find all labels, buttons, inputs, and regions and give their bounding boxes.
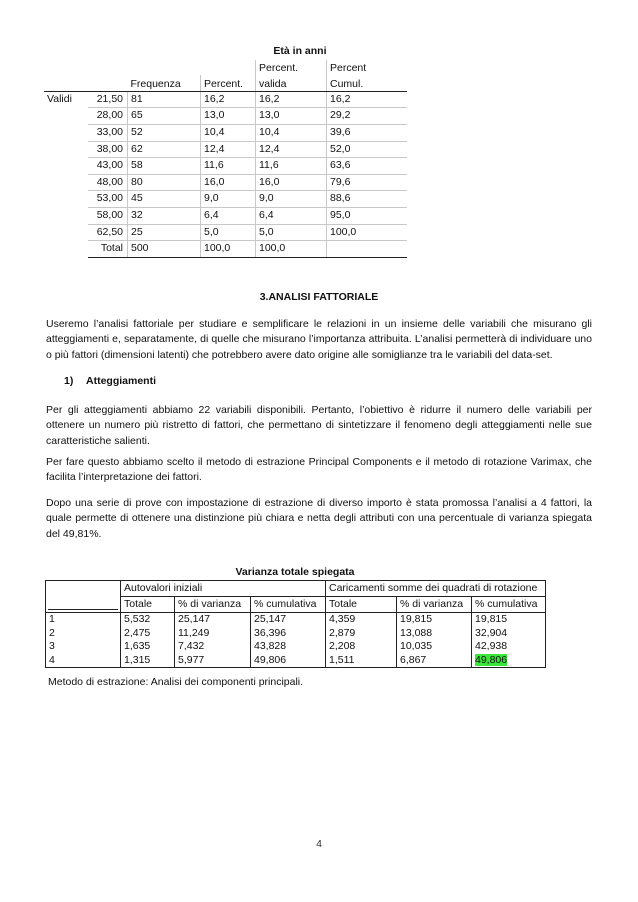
group-label [44, 141, 88, 158]
cell-percent-cumul: 79,6 [327, 174, 408, 191]
cell-percent-valida: 9,0 [256, 191, 327, 208]
paragraph-2: Per fare questo abbiamo scelto il metodo di estrazione Principal Components e il metodo di rotazione Varimax, che facilita l’interpretazione dei fattori. [46, 456, 592, 484]
row-number: 1 [46, 613, 121, 627]
cell-frequenza: 32 [128, 207, 201, 224]
highlighted-value: 49,806 [475, 653, 508, 666]
group-label [44, 207, 88, 224]
cell-varianza-2: 6,867 [397, 654, 472, 668]
table-row [44, 224, 407, 241]
cell-percent-cumul [327, 241, 408, 258]
col-varianza-2: % di varianza [397, 597, 472, 613]
cell-frequenza: 25 [128, 224, 201, 241]
table-row [46, 613, 546, 627]
table-row [44, 124, 407, 141]
cell-percent-cumul: 95,0 [327, 207, 408, 224]
cell-percent: 16,0 [201, 174, 256, 191]
group-caricamenti: Caricamenti somme dei quadrati di rotazione [326, 581, 546, 597]
group-label [44, 224, 88, 241]
row-label: 58,00 [88, 207, 128, 224]
group-label [44, 124, 88, 141]
cell-varianza-2: 10,035 [397, 640, 472, 654]
row-label: 53,00 [88, 191, 128, 208]
col-totale-2: Totale [326, 597, 397, 613]
cell-cumulativa-1: 25,147 [251, 613, 326, 627]
cell-varianza-1: 7,432 [175, 640, 251, 654]
cell-percent-valida: 11,6 [256, 158, 327, 175]
table-row [44, 158, 407, 175]
paragraph-intro: Useremo l’analisi fattoriale per studiare e semplificare le relazioni in un insieme delle variabili che misurano gli atteggiamenti e, separatamente, di quelle che misurano l’importanza attribuita. L’analisi permetterà di individuare uno o più fattori (dimensioni latenti) che potrebbero avere dato origine alle somiglianze tra le variabili del data-set. [46, 318, 592, 361]
row-label: 43,00 [88, 158, 128, 175]
cell-totale-1: 5,532 [121, 613, 175, 627]
cell-percent: 6,4 [201, 207, 256, 224]
table-row [46, 654, 546, 668]
cell-percent-valida: 100,0 [256, 241, 327, 258]
varianza-table [45, 580, 546, 668]
cell-varianza-1: 25,147 [175, 613, 251, 627]
cell-totale-2: 2,879 [326, 627, 397, 641]
header-frequenza: Frequenza [128, 75, 201, 91]
cell-percent-cumul: 63,6 [327, 158, 408, 175]
row-label: 33,00 [88, 124, 128, 141]
cell-varianza-1: 5,977 [175, 654, 251, 668]
eta-table [44, 44, 407, 258]
cell-percent-valida: 5,0 [256, 224, 327, 241]
col-cumulativa-2: % cumulativa [472, 597, 546, 613]
cell-percent-valida: 13,0 [256, 108, 327, 125]
row-label: 48,00 [88, 174, 128, 191]
cell-varianza-2: 19,815 [397, 613, 472, 627]
paragraph-3: Dopo una serie di prove con impostazione di estrazione di diverso importo è stata promossa l’analisi a 4 fattori, la quale permette di ottenere una distinzione più chiara e netta degli attributi con una percentuale di varianza spiegata del 49,81%. [46, 497, 592, 540]
cell-frequenza: 65 [128, 108, 201, 125]
cell-percent: 16,2 [201, 91, 256, 108]
cell-percent-valida: 16,0 [256, 174, 327, 191]
row-number: 3 [46, 640, 121, 654]
row-label: 38,00 [88, 141, 128, 158]
cell-totale-1: 1,315 [121, 654, 175, 668]
cell-percent-cumul: 29,2 [327, 108, 408, 125]
cell-percent-cumul: 88,6 [327, 191, 408, 208]
cell-percent: 9,0 [201, 191, 256, 208]
group-label: Validi [47, 93, 72, 106]
cell-totale-2: 1,511 [326, 654, 397, 668]
table-row [44, 207, 407, 224]
row-label: 62,50 [88, 224, 128, 241]
table-row [44, 141, 407, 158]
subsection-number: 1) [64, 375, 74, 387]
table-row [44, 191, 407, 208]
group-autovalori: Autovalori iniziali [121, 581, 326, 597]
cell-cumulativa-2 [472, 654, 546, 668]
paragraph-1: Per gli atteggiamenti abbiamo 22 variabili disponibili. Pertanto, l’obiettivo è ridurre il numero delle variabili per ottenere un numero più ristretto di fattori, che permettano di sintetizzare il fenomeno degli atteggiamenti nelle sue caratteristiche salienti. [46, 404, 592, 447]
row-label: Total [88, 241, 128, 258]
cell-frequenza: 500 [128, 241, 201, 258]
col-cumulativa-1: % cumulativa [251, 597, 326, 613]
group-label [44, 108, 88, 125]
cell-cumulativa-1: 43,828 [251, 640, 326, 654]
cell-percent-valida: 12,4 [256, 141, 327, 158]
cell-percent-cumul: 16,2 [327, 91, 408, 108]
cell-cumulativa-1: 36,396 [251, 627, 326, 641]
varianza-table-title: Varianza totale spiegata [235, 566, 355, 578]
cell-totale-1: 1,635 [121, 640, 175, 654]
cell-percent: 5,0 [201, 224, 256, 241]
cell-frequenza: 81 [128, 91, 201, 108]
header-percent-valida-1: Percent. [256, 60, 327, 76]
cell-totale-2: 2,208 [326, 640, 397, 654]
table-note: Metodo di estrazione: Analisi dei componenti principali. [48, 676, 304, 688]
cell-cumulativa-2: 42,938 [472, 640, 546, 654]
cell-varianza-2: 13,088 [397, 627, 472, 641]
cell-frequenza: 62 [128, 141, 201, 158]
cell-percent-valida: 10,4 [256, 124, 327, 141]
cell-percent-cumul: 52,0 [327, 141, 408, 158]
cell-frequenza: 52 [128, 124, 201, 141]
header-percent-cumul-2: Cumul. [327, 75, 408, 91]
cell-percent-valida: 16,2 [256, 91, 327, 108]
cell-percent: 13,0 [201, 108, 256, 125]
table-row [44, 91, 407, 108]
subsection-heading [64, 375, 156, 387]
cell-cumulativa-2: 19,815 [472, 613, 546, 627]
row-label: 28,00 [88, 108, 128, 125]
cell-percent: 100,0 [201, 241, 256, 258]
group-label [44, 174, 88, 191]
cell-frequenza: 45 [128, 191, 201, 208]
cell-totale-1: 2,475 [121, 627, 175, 641]
header-percent-cumul-1: Percent [327, 60, 408, 76]
header-percent: Percent. [201, 75, 256, 91]
row-number: 4 [46, 654, 121, 668]
cell-varianza-1: 11,249 [175, 627, 251, 641]
row-number: 2 [46, 627, 121, 641]
header-percent-valida-2: valida [256, 75, 327, 91]
table-row [44, 174, 407, 191]
subsection-title: Atteggiamenti [86, 375, 157, 387]
eta-table-title: Età in anni [273, 45, 327, 57]
table-row [46, 627, 546, 641]
cell-percent-cumul: 100,0 [327, 224, 408, 241]
table-row [44, 241, 407, 258]
page-number: 4 [316, 838, 322, 850]
cell-percent: 12,4 [201, 141, 256, 158]
cell-percent-valida: 6,4 [256, 207, 327, 224]
cell-cumulativa-1: 49,806 [251, 654, 326, 668]
cell-totale-2: 4,359 [326, 613, 397, 627]
group-label [44, 191, 88, 208]
table-row [44, 108, 407, 125]
table-row [46, 640, 546, 654]
group-label [44, 158, 88, 175]
col-totale-1: Totale [121, 597, 175, 613]
cell-percent-cumul: 39,6 [327, 124, 408, 141]
col-varianza-1: % di varianza [175, 597, 251, 613]
cell-frequenza: 58 [128, 158, 201, 175]
cell-frequenza: 80 [128, 174, 201, 191]
group-label [44, 241, 88, 258]
cell-cumulativa-2: 32,904 [472, 627, 546, 641]
row-label: 21,50 [88, 91, 128, 108]
section-title: 3.ANALISI FATTORIALE [259, 291, 379, 303]
cell-percent: 10,4 [201, 124, 256, 141]
cell-percent: 11,6 [201, 158, 256, 175]
